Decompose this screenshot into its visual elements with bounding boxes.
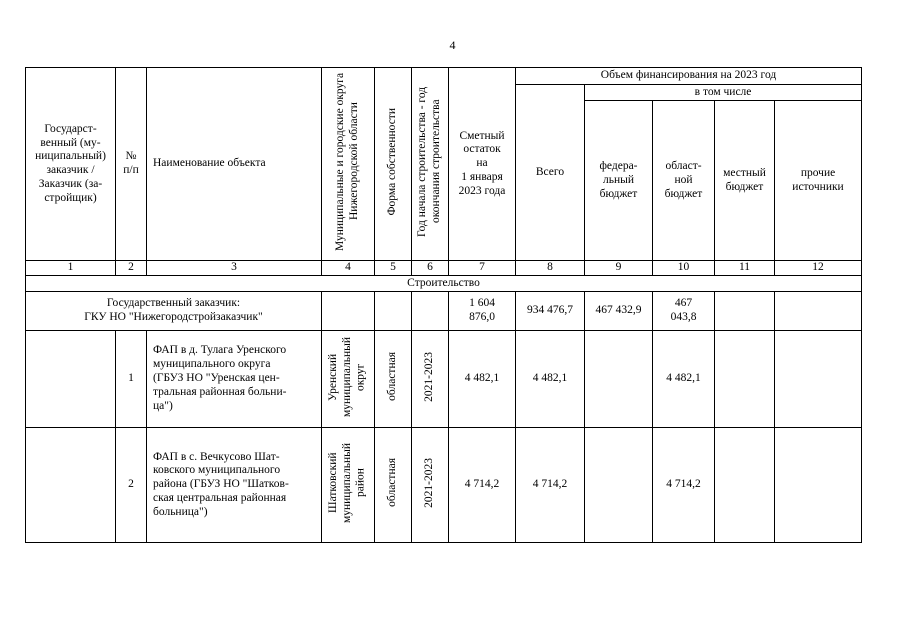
header-local [715,101,775,261]
row-balance: 4 714,2 [449,428,516,543]
header-municipality-text: Муниципальные и городские округа Нижегородской области [334,72,360,251]
header-including-text: в том числе [694,85,752,98]
header-ownership-text: Форма собственности [386,107,399,216]
row-municipality [322,428,375,543]
row-total: 4 714,2 [516,428,585,543]
row-regional: 4 482,1 [653,330,715,428]
customer-regional [653,292,715,330]
row-object-name-text: ФАП в д. Тулага Уренского муниципального округа (ГБУЗ НО "Уренская цен- тральная районная больни- ца") [153,344,287,412]
header-customer-text: Государст- венный (му- ниципальный) заказчик / Заказчик (за- стройщик) [35,122,106,204]
row-total: 4 482,1 [516,330,585,428]
header-years-text: Год начала строительства - год окончания строительства [416,86,442,237]
header-municipality [322,68,375,261]
row-municipality [322,330,375,428]
customer-federal: 467 432,9 [585,292,653,330]
customer-ownership [375,292,412,330]
column-number: 8 [516,261,585,276]
table-row [26,330,862,428]
header-federal [585,101,653,261]
column-number: 6 [412,261,449,276]
row-regional: 4 714,2 [653,428,715,543]
row-ownership [375,428,412,543]
customer-label [26,292,322,330]
header-balance [449,68,516,261]
row-balance: 4 482,1 [449,330,516,428]
row-municipality-text: Уренский муниципальный округ [327,336,367,417]
column-number: 2 [116,261,147,276]
header-other-text: прочие источники [792,166,844,193]
header-customer [26,68,116,261]
customer-other [775,292,862,330]
header-num [116,68,147,261]
section-title: Строительство [26,276,862,292]
row-other [775,330,862,428]
header-other [775,101,862,261]
customer-local [715,292,775,330]
column-number-row [26,261,862,276]
row-object-name [147,428,322,543]
header-num-text: № п/п [123,150,139,177]
customer-regional-text: 467 043,8 [670,297,697,323]
header-ownership [375,68,412,261]
column-number: 12 [775,261,862,276]
customer-years [412,292,449,330]
row-other [775,428,862,543]
table-row [26,428,862,543]
header-object-name [147,68,322,261]
row-local [715,330,775,428]
header-funding [516,68,862,85]
customer-balance [449,292,516,330]
row-years-text: 2021-2023 [423,351,436,402]
customer-label-text: Государственный заказчик: ГКУ НО "Нижегородстройзаказчик" [84,297,263,323]
row-object-name-text: ФАП в с. Вечкусово Шат- ковского муниципального района (ГБУЗ НО "Шатков- ская центральная районная больница") [153,450,289,518]
row-years-text: 2021-2023 [423,457,436,508]
row-years [412,330,449,428]
column-number: 10 [653,261,715,276]
column-number: 7 [449,261,516,276]
row-num: 1 [116,330,147,428]
header-years [412,68,449,261]
header-balance-text: Сметный остаток на 1 января 2023 года [458,129,506,197]
column-number: 9 [585,261,653,276]
header-regional [653,101,715,261]
row-num: 2 [116,428,147,543]
column-number: 4 [322,261,375,276]
budget-table [25,67,862,543]
row-ownership [375,330,412,428]
row-municipality-text: Шатковский муниципальный район [327,442,367,523]
row-customer-cell [26,428,116,543]
customer-total: 934 476,7 [516,292,585,330]
row-local [715,428,775,543]
header-regional-text: област- ной бюджет [664,159,703,200]
customer-municipality [322,292,375,330]
column-number: 1 [26,261,116,276]
header-local-text: местный бюджет [723,166,766,193]
column-number: 11 [715,261,775,276]
header-federal-text: федера- льный бюджет [599,159,638,200]
header-object-name-text: Наименование объекта [153,157,266,170]
header-including [585,85,862,101]
column-number: 3 [147,261,322,276]
page-number: 4 [449,38,456,52]
row-object-name [147,330,322,428]
header-total-text: Всего [535,165,565,178]
customer-balance-text: 1 604 876,0 [469,297,495,323]
row-years [412,428,449,543]
header-total [516,85,585,261]
header-funding-text: Объем финансирования на 2023 год [600,69,777,82]
row-ownership-text: областная [386,352,399,401]
customer-row [26,292,862,330]
row-federal [585,428,653,543]
row-customer-cell [26,330,116,428]
row-ownership-text: областная [386,458,399,508]
row-federal [585,330,653,428]
column-number: 5 [375,261,412,276]
